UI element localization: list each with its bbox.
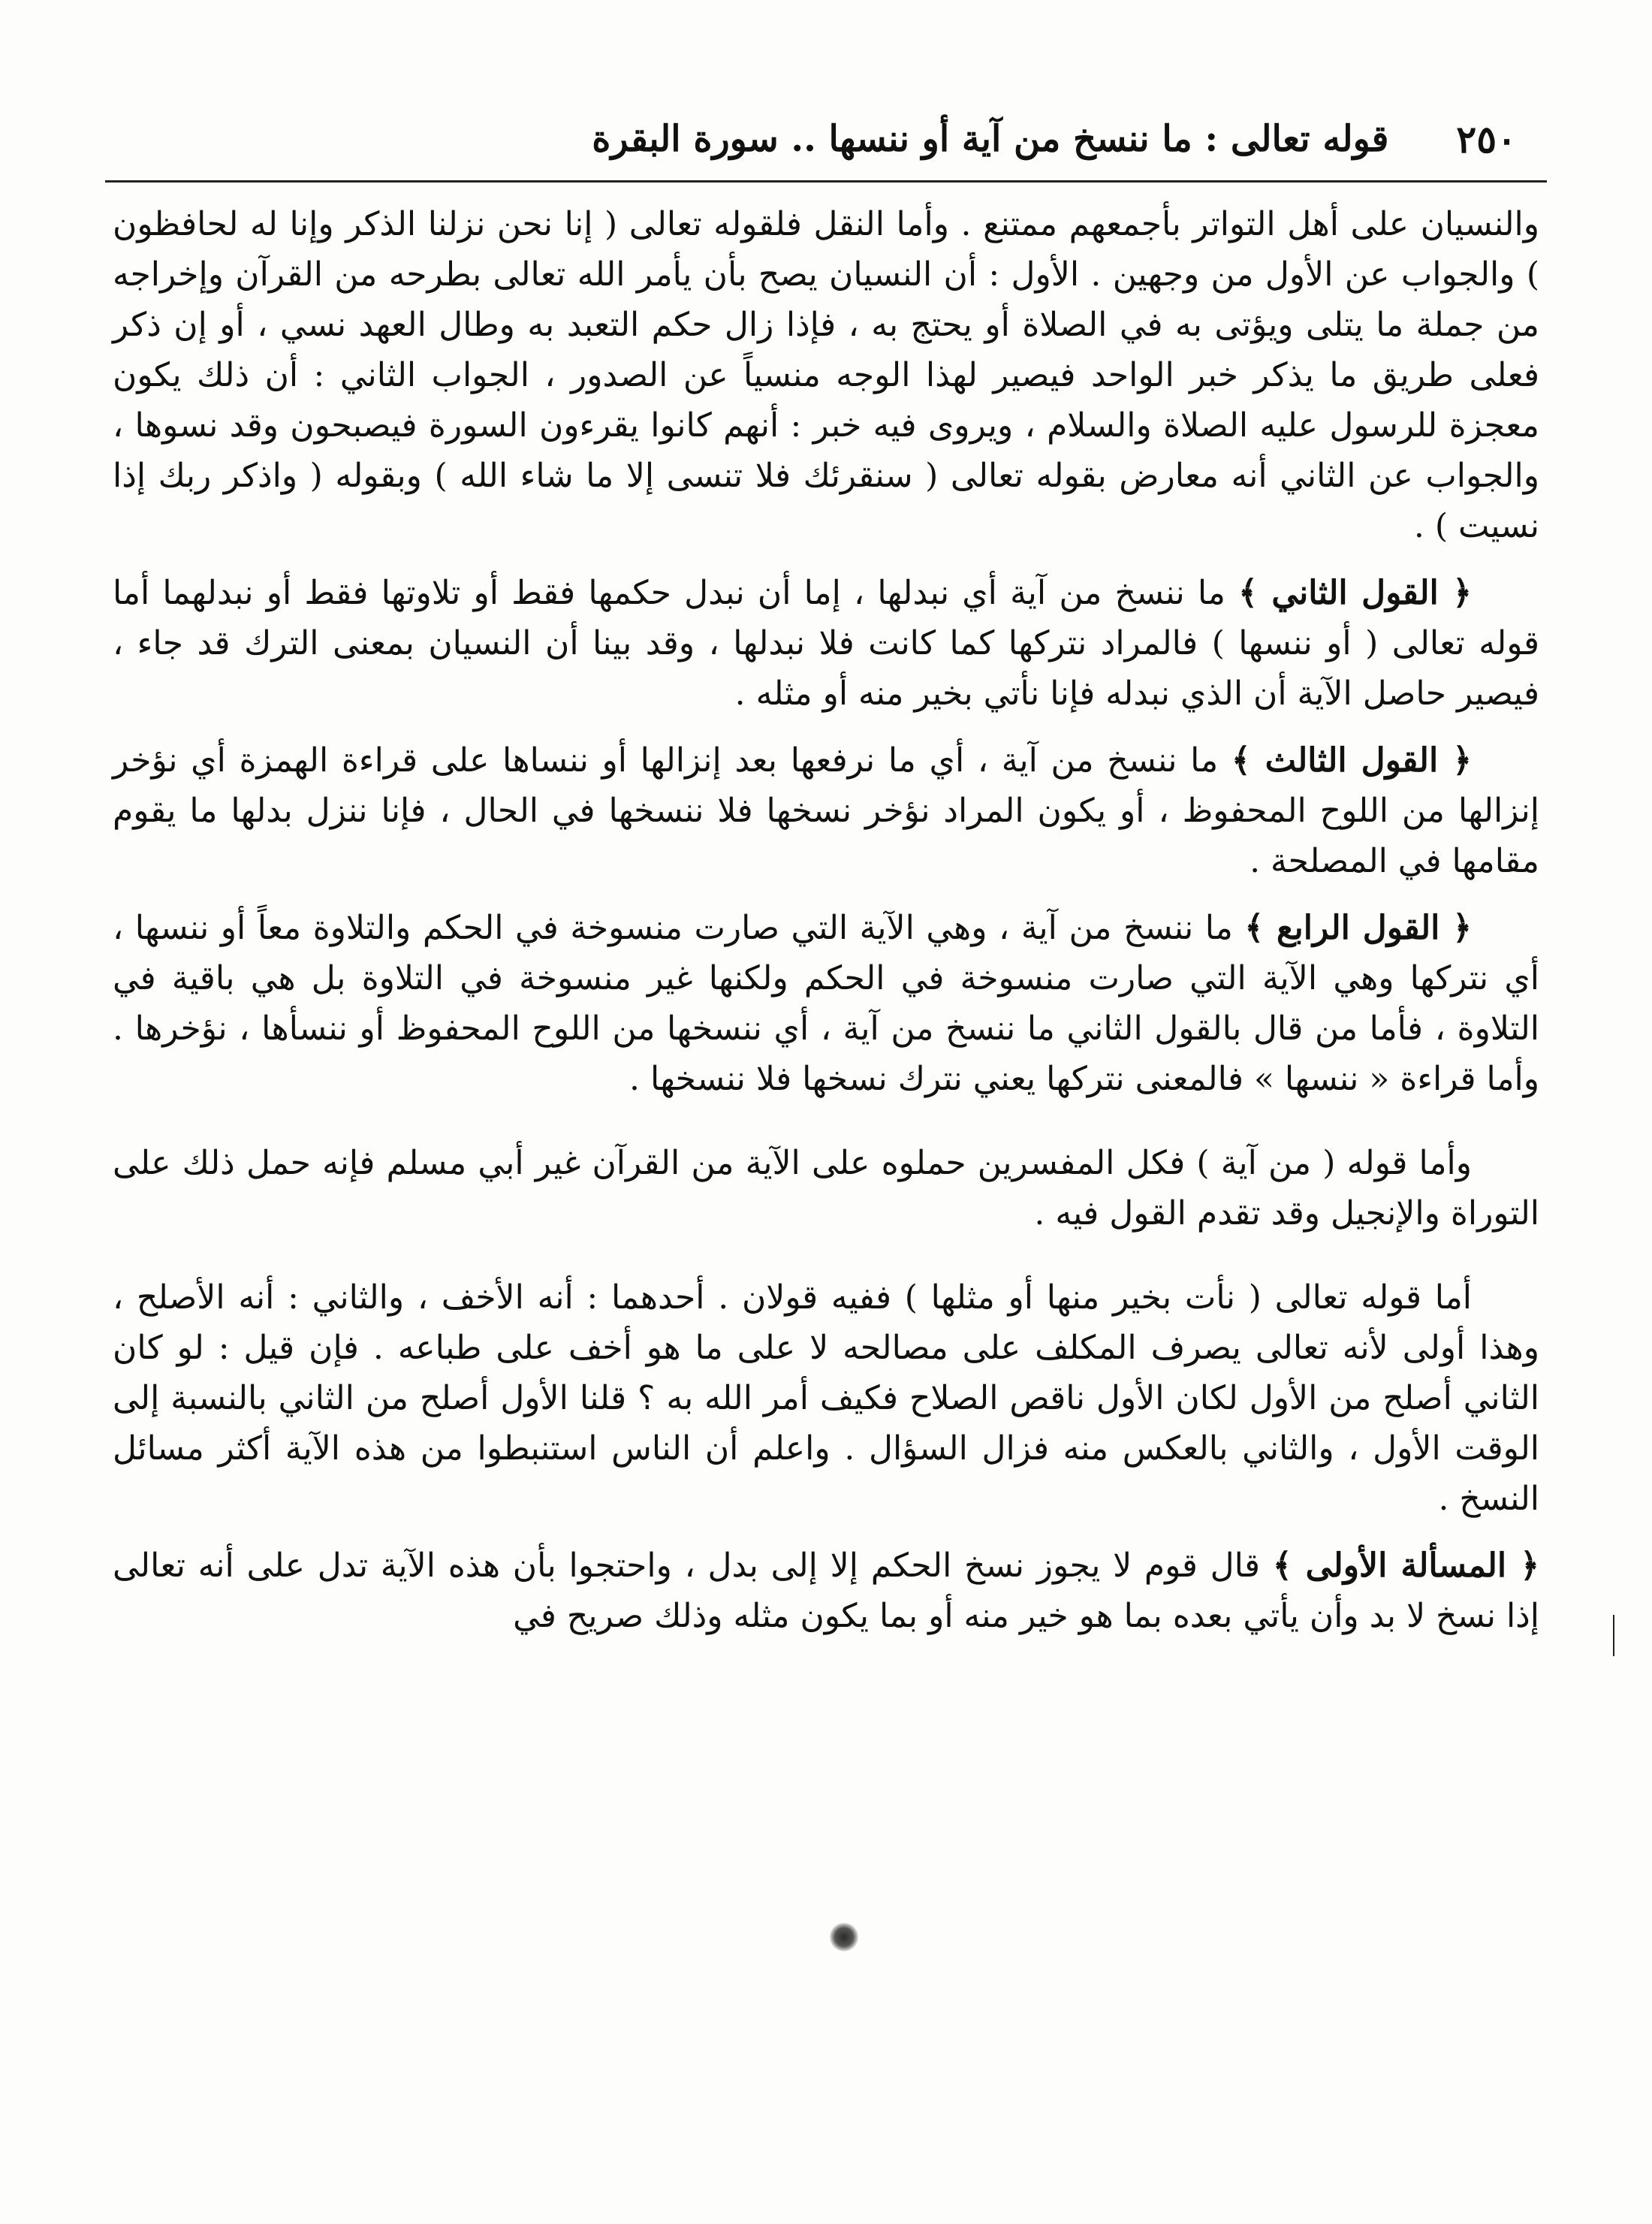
page-header [113,98,1539,180]
section-heading: ﴿ القول الرابع ﴾ [1244,909,1473,947]
section-heading: ﴿ القول الثاني ﴾ [1238,574,1472,612]
paragraph-2 [113,568,1539,719]
paragraph-6: أما قوله تعالى ( نأت بخير منها أو مثلها ) ففيه قولان . أحدهما : أنه الأخف ، والثاني : أنه الأصلح ، وهذا أولى لأنه تعالى يصرف المكلف على مصالحه لا على ما هو أخف على طباعه . فإن قيل : لو كان الثاني أصلح من الأول لكان الأول ناقص الصلاح فكيف أمر الله به ؟ قلنا الأول أصلح من الثاني بالنسبة إلى الوقت الأول ، والثاني بالعكس منه فزال السؤال . واعلم أن الناس استنبطوا من هذه الآية أكثر مسائل النسخ . [113,1278,1539,1518]
page-body [113,199,1539,1641]
section-heading: ﴿ القول الثالث ﴾ [1231,741,1472,780]
ink-stain [830,1923,858,1951]
paragraph-5: وأما قوله ( من آية ) فكل المفسرين حملوه على الآية من القرآن غير أبي مسلم فإنه حمل ذلك على التوراة والإنجيل وقد تقدم القول فيه . [113,1144,1539,1233]
header-divider [105,180,1547,183]
paragraph-text: ما ننسخ من آية ، وهي الآية التي صارت منسوخة في الحكم والتلاوة معاً أو ننسها ، أي نتركها وهي الآية التي صارت منسوخة في الحكم ولكنها غير منسوخة في التلاوة بل هي باقية في التلاوة ، فأما من قال بالقول الثاني ما ننسخ من آية ، أي ننسخها من اللوح المحفوظ أو ننسأها ، نؤخرها . وأما قراءة « ننسها » فالمعنى نتركها يعني نترك نسخها فلا ننسخها . [113,909,1539,1098]
paragraph-3 [113,735,1539,886]
paragraph-4 [113,903,1539,1104]
running-title: قوله تعالى : ما ننسخ من آية أو ننسها .. سورة البقرة [592,118,1389,160]
margin-mark [1613,1615,1614,1656]
paragraph-text: ما ننسخ من آية أي نبدلها ، إما أن نبدل حكمها فقط أو تلاوتها فقط أو نبدلهما أما قوله تعالى ( أو ننسها ) فالمراد نتركها كما كانت فلا نبدلها ، وقد بينا أن النسيان بمعنى الترك قد جاء ، فيصير حاصل الآية أن الذي نبدله فإنا نأتي بخير منه أو مثله . [113,574,1539,713]
section-heading: ﴿ المسألة الأولى ﴾ [1272,1547,1539,1585]
page-number: ٢٥٠ [1456,116,1517,161]
paragraph-7 [113,1541,1539,1641]
paragraph-text: ما ننسخ من آية ، أي ما نرفعها بعد إنزالها أو ننساها على قراءة الهمزة أي نؤخر إنزالها من اللوح المحفوظ ، أو يكون المراد نؤخر نسخها فلا ننسخها في الحال ، فإنا ننزل بدلها ما يقوم مقامها في المصلحة . [113,741,1539,880]
paragraph-1: والنسيان على أهل التواتر بأجمعهم ممتنع . وأما النقل فلقوله تعالى ( إنا نحن نزلنا الذكر وإنا له لحافظون ) والجواب عن الأول من وجهين . الأول : أن النسيان يصح بأن يأمر الله تعالى بطرحه من القرآن وإخراجه من جملة ما يتلى ويؤتى به في الصلاة أو يحتج به ، فإذا زال حكم التعبد به وطال العهد نسي ، أو إن ذكر فعلى طريق ما يذكر خبر الواحد فيصير لهذا الوجه منسياً عن الصدور ، الجواب الثاني : أن ذلك يكون معجزة للرسول عليه الصلاة والسلام ، ويروى فيه خبر : أنهم كانوا يقرءون السورة فيصبحون وقد نسوها ، والجواب عن الثاني أنه معارض بقوله تعالى ( سنقرئك فلا تنسى إلا ما شاء الله ) وبقوله ( واذكر ربك إذا نسيت ) . [113,205,1539,545]
paragraph-text: قال قوم لا يجوز نسخ الحكم إلا إلى بدل ، واحتجوا بأن هذه الآية تدل على أنه تعالى إذا نسخ لا بد وأن يأتي بعده بما هو خير منه أو بما يكون مثله وذلك صريح في [113,1547,1539,1635]
